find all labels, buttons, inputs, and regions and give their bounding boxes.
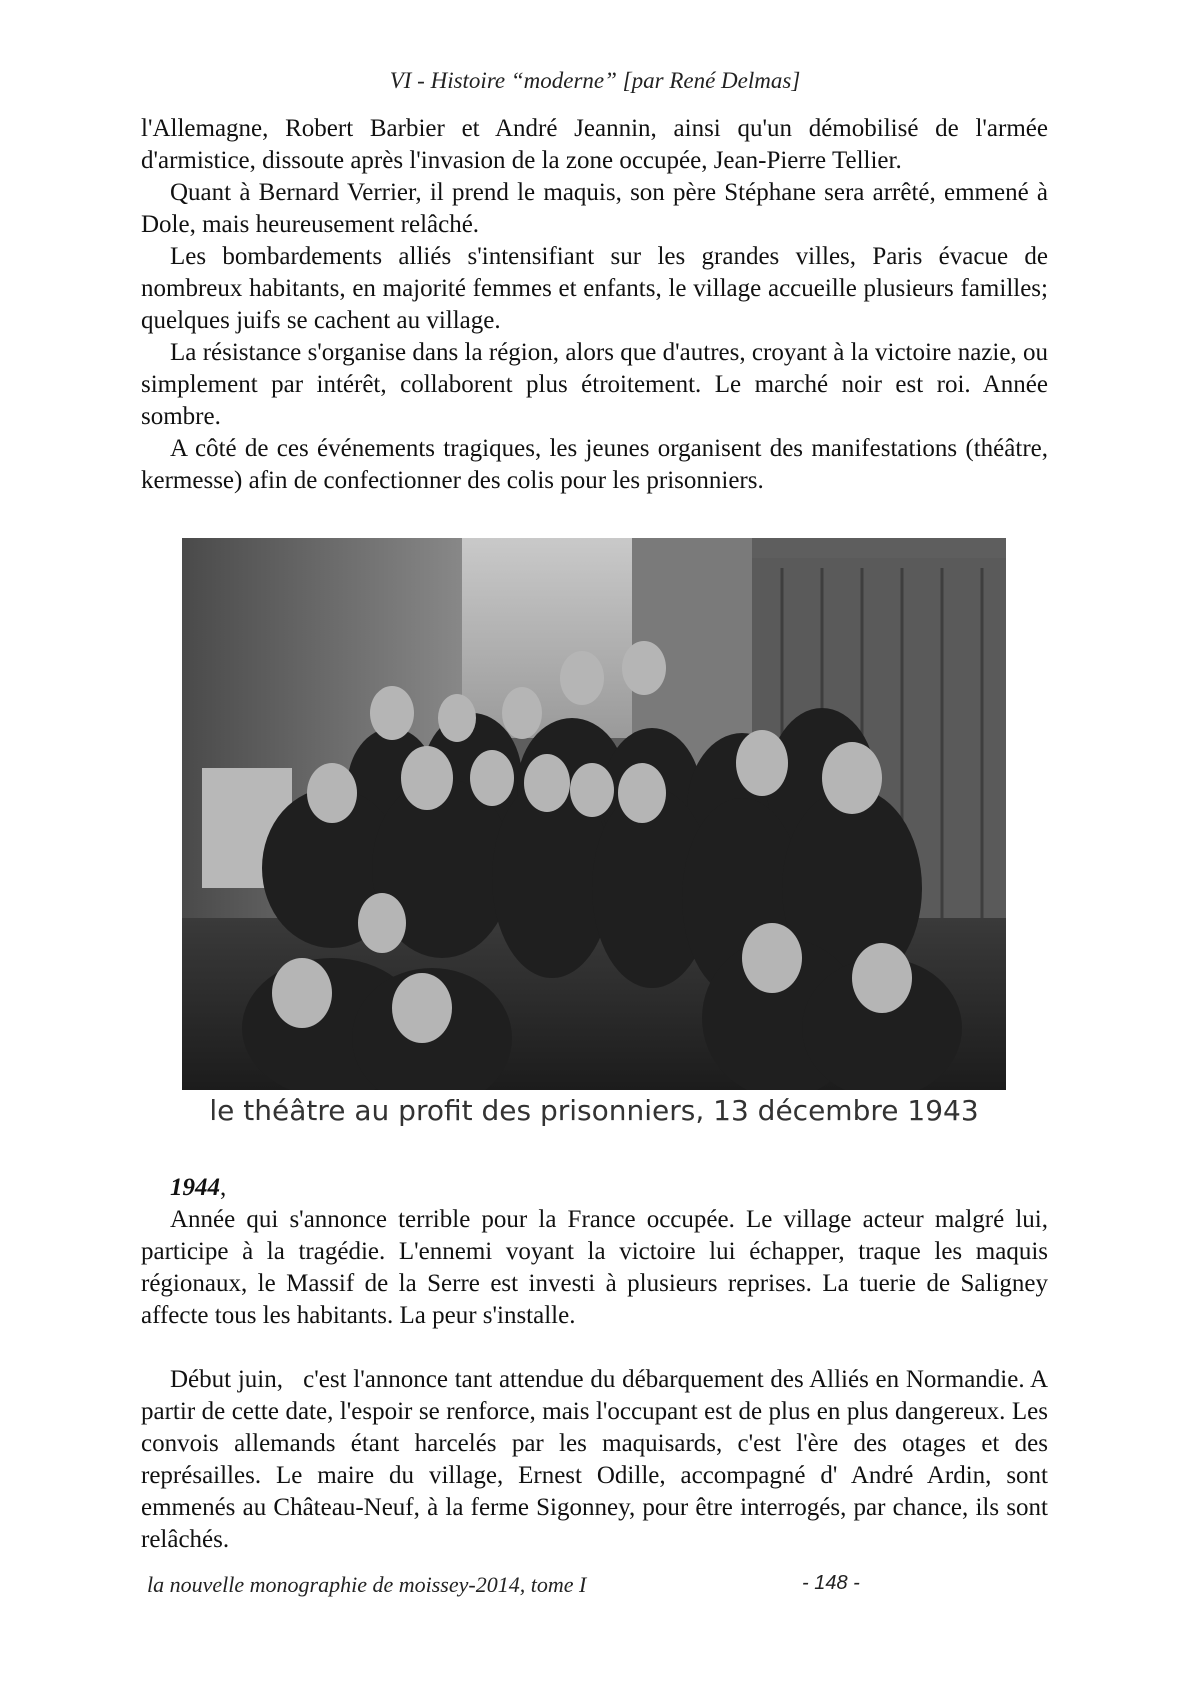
paragraph: Début juin, c'est l'annonce tant attendue du débarquement des Alliés en Normandie. A partir de cette date, l'espoir se renforce, mais l'occupant est de plus en plus dangereux. Les convois allemands étant harcelés par les maquisards, c'est l'ère des otages et des représailles. Le maire du village, Ernest Odille, accompagné d' André Ardin, sont emmenés au Château-Neuf, à la ferme Sigonney, pour être interrogés, par chance, ils sont relâchés. [141, 1366, 1055, 1553]
photo-illustration [182, 538, 1006, 1090]
paragraph: Année qui s'annonce terrible pour la France occupée. Le village acteur malgré lui, participe à la tragédie. L'ennemi voyant la victoire lui échapper, traque les maquis régionaux, le Massif de la Serre est investi à plusieurs reprises. La tuerie de Saligney affecte tous les habitants. La peur s'installe. [141, 1206, 1048, 1329]
year-label: 1944 [170, 1174, 220, 1201]
year-heading [170, 1172, 226, 1204]
text-block-june [141, 1364, 1055, 1556]
paragraph: A côté de ces événements tragiques, les jeunes organisent des manifestations (théâtre, kermesse) afin de confectionner des colis pour les prisonniers. [141, 435, 1048, 494]
photo-caption: le théâtre au profit des prisonniers, 13 décembre 1943 [209, 1094, 979, 1127]
year-suffix: , [220, 1174, 227, 1201]
paragraph: Les bombardements alliés s'intensifiant sur les grandes villes, Paris évacue de nombreux habitants, en majorité femmes et enfants, le village accueille plusieurs familles; quelques juifs se cachent au village. [141, 243, 1048, 334]
text-block-1944 [141, 1204, 1048, 1332]
paragraph: Quant à Bernard Verrier, il prend le maquis, son père Stéphane sera arrêté, emmené à Dole, mais heureusement relâché. [141, 179, 1048, 238]
running-header: VI - Histoire “moderne” [par René Delmas] [389, 68, 801, 93]
footer-book-title: la nouvelle monographie de moissey-2014, tome I [147, 1572, 587, 1597]
group-photograph [182, 538, 1006, 1090]
page-number: - 148 - [802, 1572, 860, 1594]
text-block-1943 [141, 113, 1048, 497]
paragraph: La résistance s'organise dans la région, alors que d'autres, croyant à la victoire nazie, ou simplement par intérêt, collaborent plus étroitement. Le marché noir est roi. Année sombre. [141, 339, 1048, 430]
paragraph: l'Allemagne, Robert Barbier et André Jeannin, ainsi qu'un démobilisé de l'armée d'armistice, dissoute après l'invasion de la zone occupée, Jean-Pierre Tellier. [141, 115, 1048, 174]
